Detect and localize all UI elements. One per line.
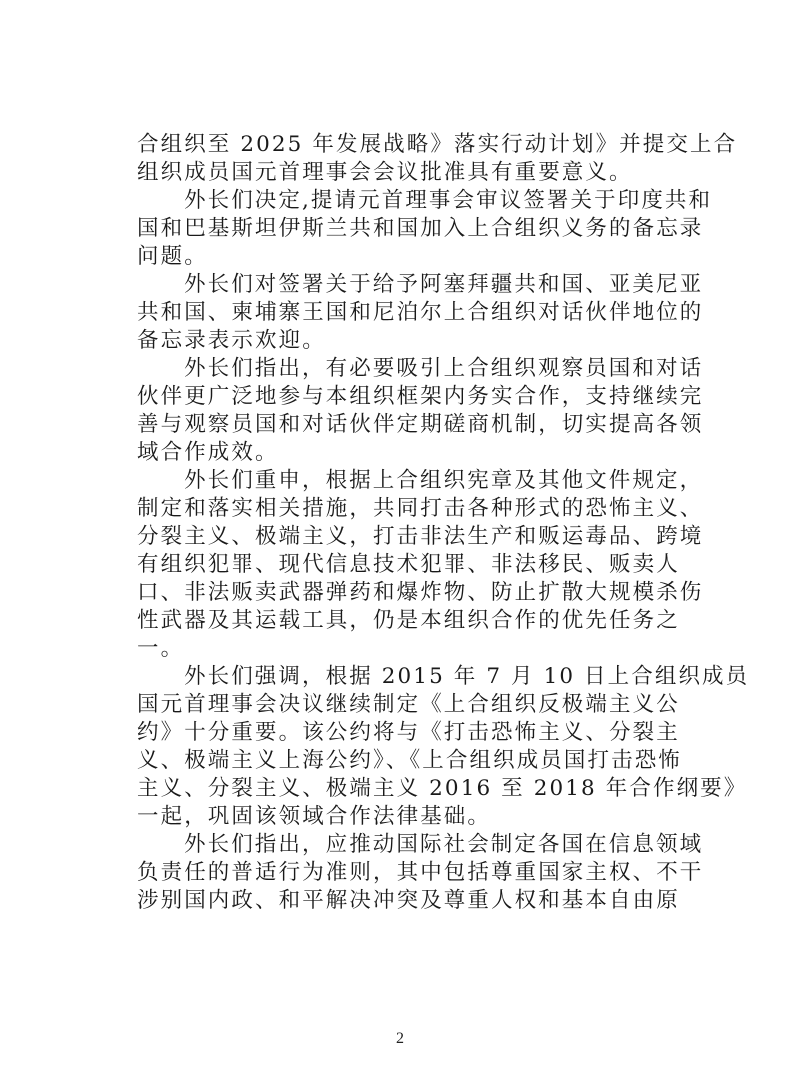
text-line: 一起，巩固该领域合作法律基础。 (137, 804, 492, 829)
text-line: 性武器及其运载工具，仍是本组织合作的优先任务之 (137, 608, 680, 633)
text-line-paragraph-start: 外长们强调，根据 2015 年 7 月 10 日上合组织成员 (184, 664, 750, 689)
text-line: 国元首理事会决议继续制定《上合组织反极端主义公 (137, 692, 680, 717)
text-line: 分裂主义、极端主义，打击非法生产和贩运毒品、跨境 (137, 524, 704, 549)
text-line-paragraph-start: 外长们指出，应推动国际社会制定各国在信息领域 (184, 832, 704, 857)
text-line: 约》十分重要。该公约将与《打击恐怖主义、分裂主 (137, 720, 680, 745)
text-line: 组织成员国元首理事会会议批准具有重要意义。 (137, 160, 633, 185)
text-line: 制定和落实相关措施，共同打击各种形式的恐怖主义、 (137, 496, 704, 521)
text-line-paragraph-start: 外长们决定,提请元首理事会审议签署关于印度共和 (184, 188, 713, 213)
text-line: 负责任的普适行为准则，其中包括尊重国家主权、不干 (137, 860, 704, 885)
text-line: 涉别国内政、和平解决冲突及尊重人权和基本自由原 (137, 888, 680, 913)
text-line: 义、极端主义上海公约》、《上合组织成员国打击恐怖 (137, 748, 682, 773)
text-line: 一。 (137, 636, 185, 661)
text-line-paragraph-start: 外长们重申，根据上合组织宪章及其他文件规定， (184, 468, 704, 493)
text-line: 合组织至 2025 年发展战略》落实行动计划》并提交上合 (137, 132, 738, 157)
text-line: 问题。 (137, 244, 208, 269)
text-line: 主义、分裂主义、极端主义 2016 至 2018 年合作纲要》 (137, 776, 748, 801)
text-line-paragraph-start: 外长们指出，有必要吸引上合组织观察员国和对话 (184, 356, 704, 381)
text-line-paragraph-start: 外长们对签署关于给予阿塞拜疆共和国、亚美尼亚 (184, 272, 704, 297)
text-line: 共和国、柬埔寨王国和尼泊尔上合组织对话伙伴地位的 (137, 300, 704, 325)
body-text (137, 131, 750, 915)
text-line: 伙伴更广泛地参与本组织框架内务实合作，支持继续完 (137, 384, 704, 409)
page-number: 2 (396, 1030, 404, 1047)
text-line: 善与观察员国和对话伙伴定期磋商机制，切实提高各领 (137, 412, 704, 437)
text-line: 国和巴基斯坦伊斯兰共和国加入上合组织义务的备忘录 (137, 216, 704, 241)
text-line: 域合作成效。 (137, 440, 279, 465)
text-line: 口、非法贩卖武器弹药和爆炸物、防止扩散大规模杀伤 (137, 580, 704, 605)
text-line: 备忘录表示欢迎。 (137, 328, 326, 353)
text-line: 有组织犯罪、现代信息技术犯罪、非法移民、贩卖人 (137, 552, 680, 577)
